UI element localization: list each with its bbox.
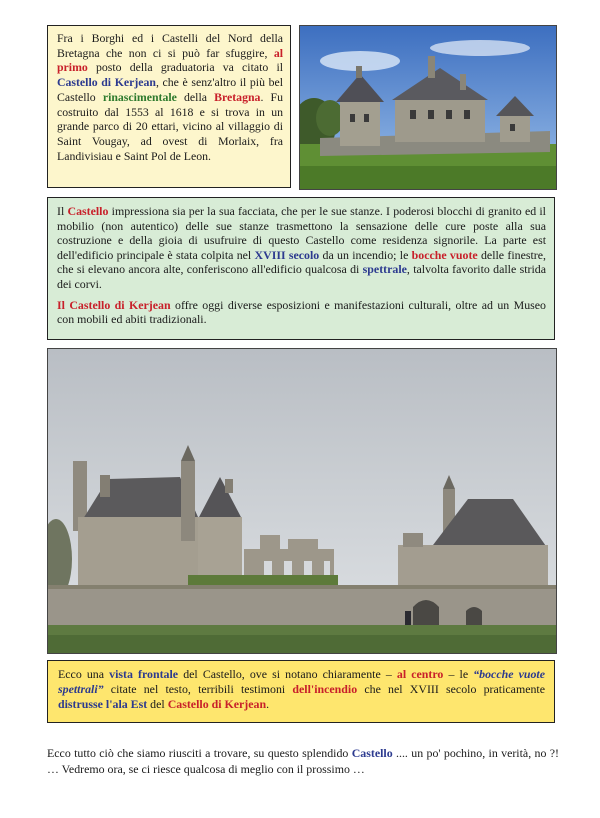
highlight-rinascimentale: rinascimentale bbox=[102, 89, 177, 104]
highlight-castello-di-kerjean-caption: Castello di Kerjean bbox=[167, 696, 267, 711]
description-box bbox=[47, 197, 555, 340]
desc-text: impressiona sia per la sua facciata, che per le sue stanze. I poderosi blocchi di granito ed il mobilio (non autentico) delle sue stanze trasmettono la sensazione delle cure poste alla sua costruzione e della gioia di usufruire di questo Castello come residenza signorile. La parte est dell'edificio principale è stata colpita nel bbox=[57, 204, 546, 262]
desc-text: offre oggi diverse esposizioni e manifestazioni culturali, oltre ad un Museo con mobili ed abiti tradizionali. bbox=[57, 297, 547, 327]
intro-text: posto della graduatoria va citato il bbox=[87, 60, 283, 75]
highlight-castello-di-kerjean: Il Castello di Kerjean bbox=[57, 297, 171, 312]
castle-photo-front bbox=[47, 348, 557, 654]
description-paragraph-2 bbox=[57, 298, 546, 327]
desc-text: da un incendio; le bbox=[319, 247, 412, 262]
desc-text: Il bbox=[57, 204, 68, 218]
castle-photo-side-image bbox=[300, 26, 556, 189]
intro-text: . Fu costruito dal 1553 al 1618 e si trova in un grande parco di 20 ettari, vicino al villaggio di Saint Vougay, ad ovest di Morlaix, fra Landivisiau e Saint Pol de Leon. bbox=[57, 89, 284, 163]
caption-text: citate nel testo, terribili testimoni bbox=[103, 681, 293, 696]
highlight-al-centro: al centro bbox=[396, 667, 444, 681]
highlight-castello-kerjean: Castello di Kerjean bbox=[57, 75, 156, 90]
highlight-incendio: dell'incendio bbox=[292, 681, 358, 696]
castle-photo-side bbox=[299, 25, 557, 190]
highlight-bretagna: Bretagna bbox=[214, 89, 261, 104]
intro-text: della bbox=[176, 89, 215, 104]
intro-text: , che è senz'altro il più bel Castello bbox=[57, 75, 284, 104]
closing-text: Ecco tutto ciò che siamo riusciti a trovare, su questo splendido bbox=[47, 746, 352, 760]
desc-text: , talvolta favorito dalle strida dei corvi. bbox=[57, 262, 546, 291]
desc-text: delle finestre, che si elevano ancora alte, conferiscono all'edificio qualcosa di bbox=[57, 247, 547, 277]
caption-text: che nel XVIII secolo praticamente bbox=[357, 681, 545, 696]
closing-paragraph bbox=[47, 746, 559, 777]
castle-photo-front-image bbox=[48, 349, 556, 653]
caption-box bbox=[47, 660, 555, 723]
highlight-bocche-vuote: bocche vuote bbox=[411, 247, 478, 262]
highlight-secolo: XVIII secolo bbox=[254, 247, 320, 262]
highlight-bocche-vuote-spettrali: “bocche vuote spettrali” bbox=[58, 667, 546, 696]
intro-text: Fra i Borghi ed i Castelli del Nord della Bretagna che non ci si può far sfuggire, bbox=[57, 31, 283, 60]
caption-text: del bbox=[147, 696, 168, 711]
intro-text-box bbox=[47, 25, 291, 188]
highlight-primo: al primo bbox=[57, 45, 283, 75]
highlight-castello: Castello bbox=[67, 204, 109, 218]
caption-text: del Castello, ove si notano chiaramente – bbox=[178, 667, 397, 681]
highlight-spettrale: spettrale bbox=[362, 262, 407, 277]
highlight-vista-frontale: vista frontale bbox=[109, 667, 179, 681]
highlight-castello-closing: Castello bbox=[351, 746, 393, 760]
caption-text: . bbox=[266, 696, 270, 711]
highlight-distrusse: distrusse l'ala Est bbox=[58, 696, 148, 711]
caption-text: Ecco una bbox=[58, 667, 110, 681]
closing-text: .... un po' pochino, in verità, no ?! … Vedremo ora, se ci riesce qualcosa di meglio con il prossimo … bbox=[47, 746, 560, 776]
caption-text: – le bbox=[443, 667, 474, 681]
description-paragraph-1 bbox=[57, 204, 546, 292]
